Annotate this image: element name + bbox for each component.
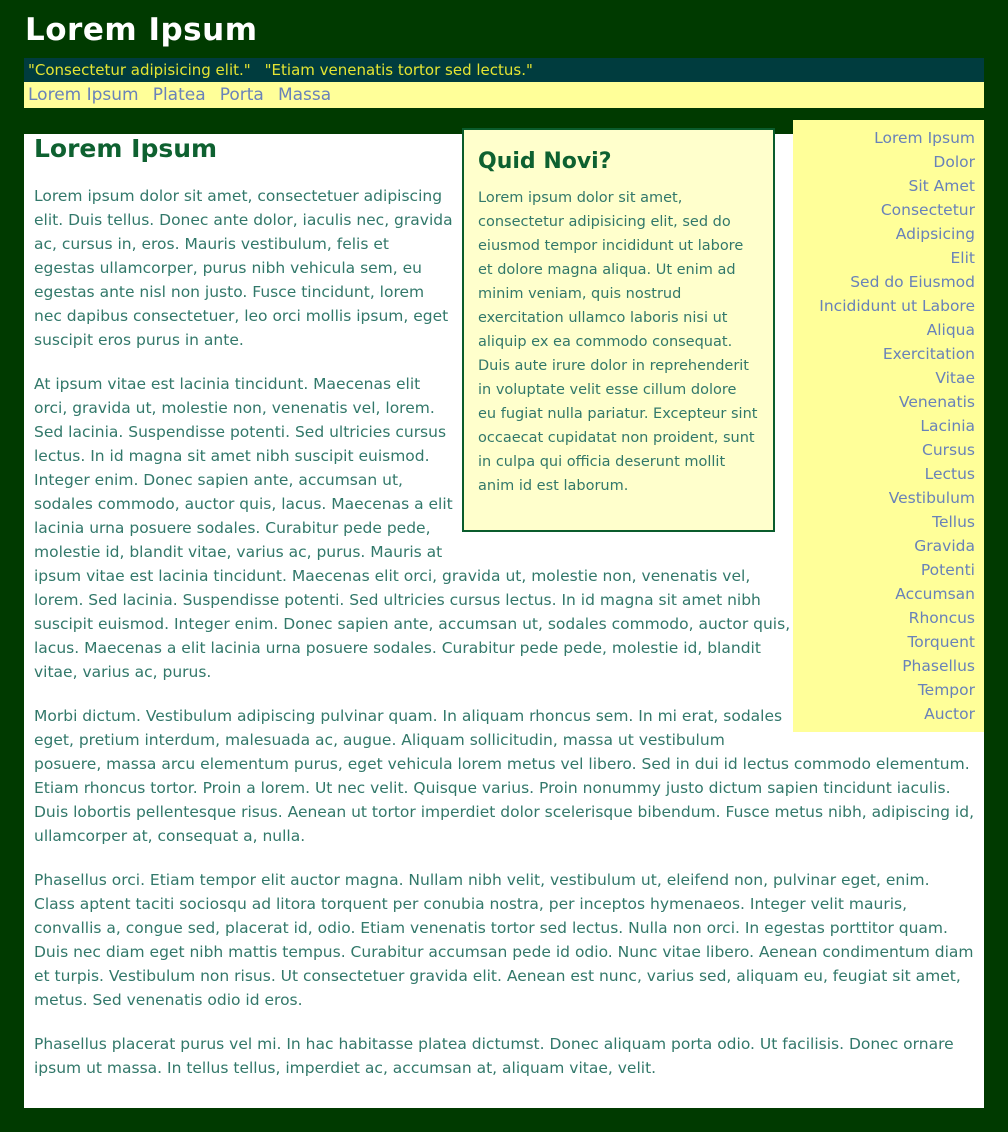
paragraph-4: Phasellus orci. Etiam tempor elit auctor magna. Nullam nibh velit, vestibulum ut, eleifend non, pulvinar eget, enim. Class aptent taciti sociosqu ad litora torquent per conubia nostra, per inceptos hymenaeos. Integer velit mauris, convallis a, congue sed, placerat id, odio. Etiam venenatis tortor sed lectus. Nulla non orci. In egestas porttitor quam. Duis nec diam eget nibh mattis tempus. Curabitur accumsan pede id odio. Nunc vitae libero. Aenean condimentum diam et turpis. Vestibulum non risus. Ut consectetuer gravida elit. Aenean est nunc, varius sed, aliquam eu, feugiat sit amet, metus. Sed venenatis odio id eros. <box>34 871 974 1009</box>
quid-novi-box <box>462 128 775 532</box>
sidebar-item-phasellus[interactable]: Phasellus <box>902 657 975 675</box>
quid-novi-text: Lorem ipsum dolor sit amet, consectetur adipisicing elit, sed do eiusmod tempor incididunt ut labore et dolore magna aliqua. Ut enim ad minim veniam, quis nostrud exercitation ullamco laboris nisi ut aliquip ex ea commodo consequat. Duis aute irure dolor in reprehenderit in voluptate velit esse cillum dolore eu fugiat nulla pariatur. Excepteur sint occaecat cupidatat non proident, sunt in culpa qui officia deserunt mollit anim id est laborum. <box>478 190 758 494</box>
nav-item-porta[interactable]: Porta <box>219 85 264 105</box>
page-title: Lorem Ipsum <box>25 12 258 48</box>
sidebar-item-dolor[interactable]: Dolor <box>933 153 975 171</box>
sidebar-item-cursus[interactable]: Cursus <box>922 441 975 459</box>
paragraph-5: Phasellus placerat purus vel mi. In hac habitasse platea dictumst. Donec aliquam porta odio. Ut facilisis. Donec ornare ipsum ut massa. In tellus tellus, imperdiet ac, accumsan at, aliquam vitae, velit. <box>34 1035 954 1077</box>
sidebar-item-tempor[interactable]: Tempor <box>917 681 975 699</box>
sidebar-item-torquent[interactable]: Torquent <box>907 633 975 651</box>
sidebar-item-elit[interactable]: Elit <box>950 249 975 267</box>
sidebar-item-vitae[interactable]: Vitae <box>935 369 975 387</box>
main-nav <box>24 82 984 108</box>
nav-item-massa[interactable]: Massa <box>277 85 332 105</box>
sidebar-item-accumsan[interactable]: Accumsan <box>895 585 975 603</box>
sidebar-item-exercitation[interactable]: Exercitation <box>882 345 975 363</box>
content-heading: Lorem Ipsum <box>34 134 218 163</box>
sidebar-item-lorem-ipsum[interactable]: Lorem Ipsum <box>874 129 975 147</box>
sidebar-item-lectus[interactable]: Lectus <box>924 465 975 483</box>
main-content <box>24 129 984 1108</box>
quote-1: "Consectetur adipisicing elit." <box>28 61 251 79</box>
sidebar-item-rhoncus[interactable]: Rhoncus <box>908 609 975 627</box>
sidebar-item-potenti[interactable]: Potenti <box>920 561 975 579</box>
quid-novi-heading: Quid Novi? <box>478 149 612 174</box>
sidebar-item-aliqua[interactable]: Aliqua <box>926 321 975 339</box>
nav-item-platea[interactable]: Platea <box>152 85 206 105</box>
sidebar-item-sed-do-eiusmod[interactable]: Sed do Eiusmod <box>850 273 975 291</box>
sidebar-item-gravida[interactable]: Gravida <box>914 537 975 555</box>
sidebar-item-venenatis[interactable]: Venenatis <box>898 393 975 411</box>
sidebar-item-incididunt-ut-labore[interactable]: Incididunt ut Labore <box>819 297 975 315</box>
quote-banner <box>24 58 984 82</box>
sidebar-item-adipsicing[interactable]: Adipsicing <box>895 225 975 243</box>
quote-2: "Etiam venenatis tortor sed lectus." <box>264 61 533 79</box>
sidebar-nav <box>793 120 984 732</box>
sidebar-item-lacinia[interactable]: Lacinia <box>920 417 975 435</box>
sidebar-item-consectetur[interactable]: Consectetur <box>880 201 975 219</box>
sidebar-item-tellus[interactable]: Tellus <box>932 513 975 531</box>
nav-item-lorem-ipsum[interactable]: Lorem Ipsum <box>28 85 139 105</box>
paragraph-3: Morbi dictum. Vestibulum adipiscing pulvinar quam. In aliquam rhoncus sem. In mi erat, sodales eget, pretium interdum, malesuada ac, augue. Aliquam sollicitudin, massa ut vestibulum posuere, massa arcu elementum purus, eget vehicula lorem metus vel libero. Sed in dui id lectus commodo elementum. Etiam rhoncus tortor. Proin a lorem. Ut nec velit. Quisque varius. Proin nonummy justo dictum sapien tincidunt iaculis. Duis lobortis pellentesque risus. Aenean ut tortor imperdiet dolor scelerisque bibendum. Fusce metus nibh, adipiscing id, ullamcorper at, consequat a, nulla. <box>34 707 974 845</box>
paragraph-2: At ipsum vitae est lacinia tincidunt. Maecenas elit orci, gravida ut, molestie non, venenatis vel, lorem. Sed lacinia. Suspendisse potenti. Sed ultricies cursus lectus. In id magna sit amet nibh suscipit euismod. Integer enim. Donec sapien ante, accumsan ut, sodales commodo, auctor quis, lacus. Maecenas a elit lacinia urna posuere sodales. Curabitur pede pede, molestie id, blandit vitae, varius ac, purus. Mauris at ipsum vitae est lacinia tincidunt. Maecenas elit orci, gravida ut, molestie non, venenatis vel, lorem. Sed lacinia. Suspendisse potenti. Sed ultricies cursus lectus. In id magna sit amet nibh suscipit euismod. Integer enim. Donec sapien ante, accumsan ut, sodales commodo, auctor quis, lacus. Maecenas a elit lacinia urna posuere sodales. Curabitur pede pede, molestie id, blandit vitae, varius ac, purus. <box>34 375 791 681</box>
sidebar-item-vestibulum[interactable]: Vestibulum <box>888 489 975 507</box>
paragraph-1: Lorem ipsum dolor sit amet, consectetuer adipiscing elit. Duis tellus. Donec ante dolor, iaculis nec, gravida ac, cursus in, eros. Mauris vestibulum, felis et egestas ullamcorper, purus nibh vehicula sem, eu egestas ante nisl non justo. Fusce tincidunt, lorem nec dapibus consectetuer, leo orci mollis ipsum, eget suscipit eros purus in ante. <box>34 187 453 349</box>
sidebar-item-auctor[interactable]: Auctor <box>924 705 975 723</box>
sidebar-item-sit-amet[interactable]: Sit Amet <box>908 177 975 195</box>
